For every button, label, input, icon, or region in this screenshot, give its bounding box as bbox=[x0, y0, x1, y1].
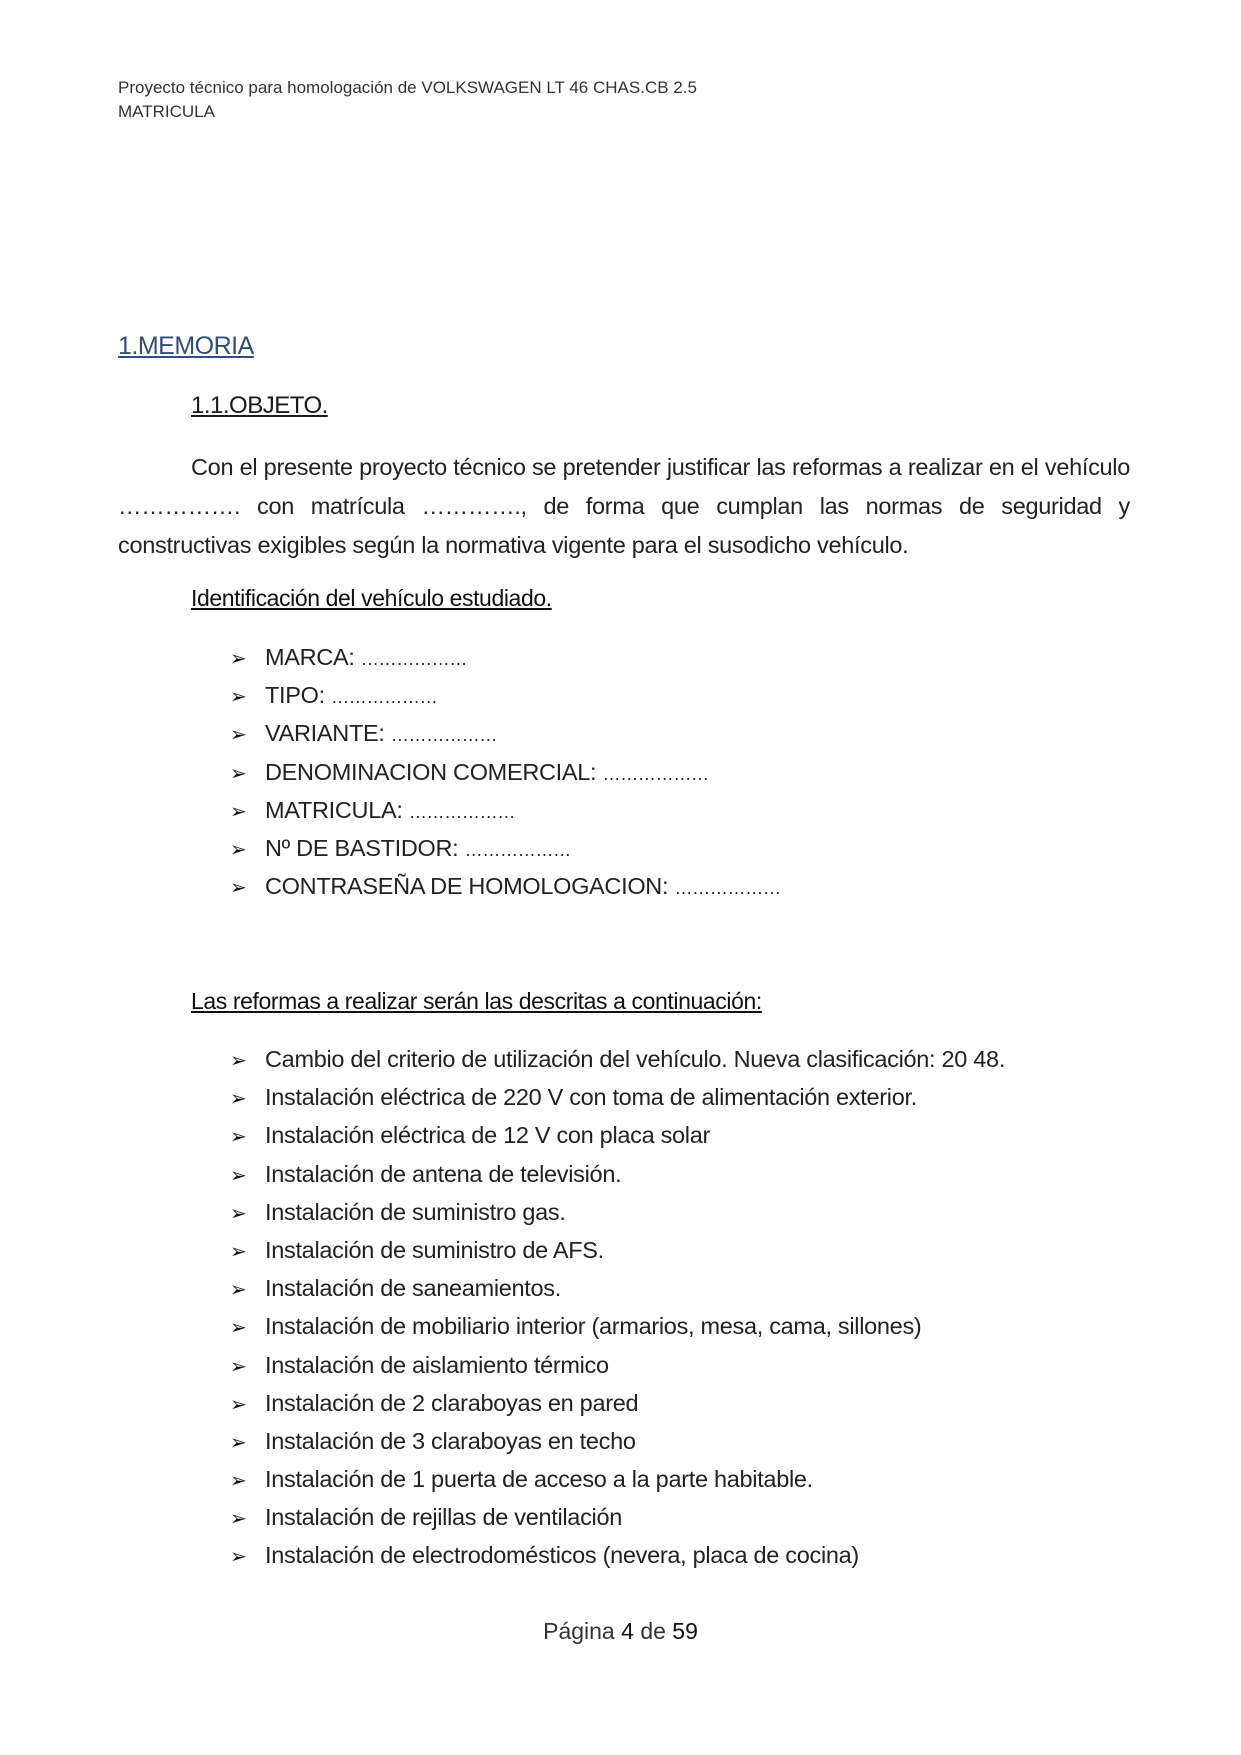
arrow-bullet-icon: ➢ bbox=[230, 762, 247, 785]
arrow-bullet-icon: ➢ bbox=[230, 1317, 247, 1340]
arrow-bullet-icon: ➢ bbox=[230, 1164, 247, 1187]
section-heading: 1.MEMORIA bbox=[118, 332, 254, 360]
reforms-list bbox=[230, 1040, 1005, 1575]
header-title: Proyecto técnico para homologación de VOLKSWAGEN LT 46 CHAS.CB 2.5 bbox=[118, 78, 697, 97]
list-item: ➢ Instalación de 3 claraboyas en techo bbox=[230, 1422, 1005, 1460]
footer-page-total: 59 bbox=[672, 1618, 698, 1644]
list-item: ➢ MATRICULA: ……………… bbox=[230, 791, 781, 829]
arrow-bullet-icon: ➢ bbox=[230, 1355, 247, 1378]
arrow-bullet-icon: ➢ bbox=[230, 648, 247, 670]
list-item: ➢ Instalación de mobiliario interior (armarios, mesa, cama, sillones) bbox=[230, 1307, 1005, 1345]
list-item: ➢ Cambio del criterio de utilización del vehículo. Nueva clasificación: 20 48. bbox=[230, 1040, 1005, 1078]
arrow-bullet-icon: ➢ bbox=[230, 686, 247, 709]
arrow-bullet-icon: ➢ bbox=[230, 1240, 247, 1263]
intro-paragraph bbox=[118, 448, 1130, 565]
footer-page-number: 4 bbox=[621, 1618, 634, 1644]
list-item: ➢ Instalación de 2 claraboyas en pared bbox=[230, 1384, 1005, 1422]
list-item: ➢ Nº DE BASTIDOR: ……………… bbox=[230, 829, 781, 867]
arrow-bullet-icon: ➢ bbox=[230, 1546, 247, 1569]
arrow-bullet-icon: ➢ bbox=[230, 1126, 247, 1149]
list-item: ➢ Instalación de antena de televisión. bbox=[230, 1155, 1005, 1193]
footer-separator: de bbox=[640, 1618, 666, 1644]
intro-text: Con el presente proyecto técnico se pretender justificar las reformas a realizar en el vehículo ……………. con matrícula …………., de forma que cumplan las normas de seguridad y constructivas exigibles según la normativa vigente para el susodicho vehículo. bbox=[118, 454, 1130, 558]
arrow-bullet-icon: ➢ bbox=[230, 1393, 247, 1416]
arrow-bullet-icon: ➢ bbox=[230, 1088, 247, 1111]
list-item: ➢ Instalación de electrodomésticos (nevera, placa de cocina) bbox=[230, 1536, 1005, 1574]
list-item: ➢ TIPO: ……………… bbox=[230, 676, 781, 714]
page-footer bbox=[0, 1618, 1241, 1645]
list-item: ➢ Instalación de suministro gas. bbox=[230, 1193, 1005, 1231]
list-item: ➢ Instalación de saneamientos. bbox=[230, 1269, 1005, 1307]
reforms-title: Las reformas a realizar serán las descritas a continuación: bbox=[191, 988, 762, 1014]
identification-title: Identificación del vehículo estudiado. bbox=[191, 585, 552, 611]
page-header bbox=[118, 76, 697, 124]
arrow-bullet-icon: ➢ bbox=[230, 1470, 247, 1493]
arrow-bullet-icon: ➢ bbox=[230, 800, 247, 823]
list-item: ➢ Instalación de suministro de AFS. bbox=[230, 1231, 1005, 1269]
arrow-bullet-icon: ➢ bbox=[230, 838, 247, 861]
arrow-bullet-icon: ➢ bbox=[230, 1050, 247, 1072]
list-item: ➢ CONTRASEÑA DE HOMOLOGACION: ……………… bbox=[230, 867, 781, 905]
list-item: ➢ MARCA: ……………… bbox=[230, 638, 781, 676]
header-subtitle: MATRICULA bbox=[118, 102, 215, 121]
list-item: ➢ Instalación eléctrica de 12 V con placa solar bbox=[230, 1116, 1005, 1154]
arrow-bullet-icon: ➢ bbox=[230, 1279, 247, 1302]
list-item: ➢ Instalación de 1 puerta de acceso a la parte habitable. bbox=[230, 1460, 1005, 1498]
arrow-bullet-icon: ➢ bbox=[230, 1202, 247, 1225]
list-item: ➢ Instalación eléctrica de 220 V con toma de alimentación exterior. bbox=[230, 1078, 1005, 1116]
subsection-heading: 1.1.OBJETO. bbox=[191, 392, 328, 419]
arrow-bullet-icon: ➢ bbox=[230, 1508, 247, 1531]
list-item: ➢ VARIANTE: ……………… bbox=[230, 714, 781, 752]
identification-list bbox=[230, 638, 781, 905]
arrow-bullet-icon: ➢ bbox=[230, 724, 247, 747]
list-item: ➢ Instalación de rejillas de ventilación bbox=[230, 1498, 1005, 1536]
list-item: ➢ DENOMINACION COMERCIAL: ……………… bbox=[230, 753, 781, 791]
footer-prefix: Página bbox=[543, 1618, 615, 1644]
arrow-bullet-icon: ➢ bbox=[230, 1431, 247, 1454]
arrow-bullet-icon: ➢ bbox=[230, 877, 247, 900]
list-item: ➢ Instalación de aislamiento térmico bbox=[230, 1346, 1005, 1384]
